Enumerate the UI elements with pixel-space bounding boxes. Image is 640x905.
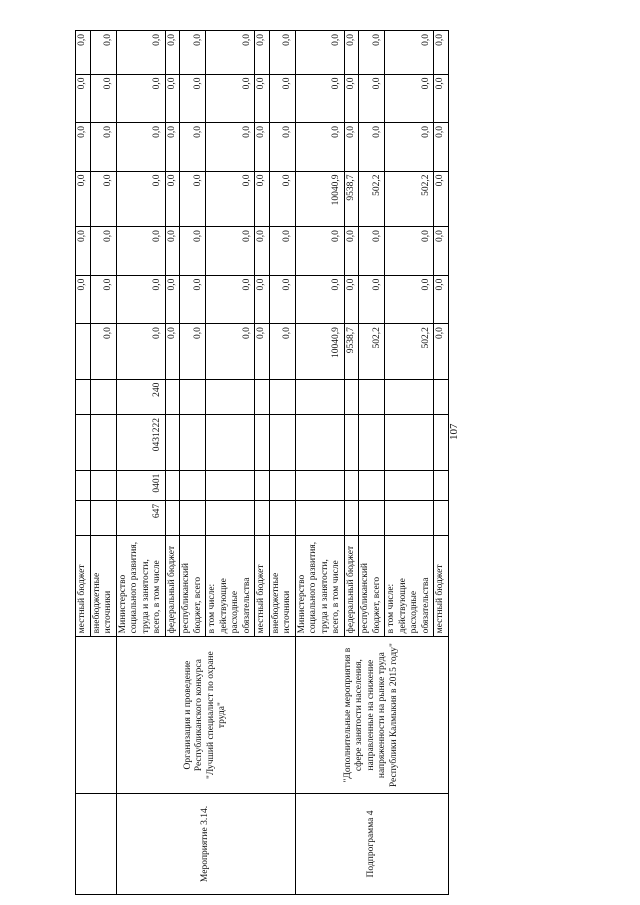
value-cell: 0,0 xyxy=(344,74,359,123)
row-label-cell: местный бюджет xyxy=(434,536,449,637)
code-cell xyxy=(295,415,344,471)
row-label-cell: в том числе: действующие расходные обязательства xyxy=(206,536,255,637)
value-cell: 0,0 xyxy=(180,275,206,324)
program-cell: Подпрограмма 4 xyxy=(295,793,448,894)
code-cell xyxy=(76,470,91,500)
value-cell: 0,0 xyxy=(76,31,91,75)
value-cell: 502,2 xyxy=(359,171,385,227)
code-cell xyxy=(180,500,206,535)
code-cell xyxy=(344,415,359,471)
value-cell: 0,0 xyxy=(359,275,385,324)
value-cell: 0,0 xyxy=(90,123,116,172)
value-cell: 0,0 xyxy=(116,171,165,227)
value-cell: 0,0 xyxy=(434,123,449,172)
value-cell: 0,0 xyxy=(385,275,434,324)
code-cell xyxy=(269,470,295,500)
code-cell xyxy=(344,500,359,535)
code-cell: 0431222 xyxy=(116,415,165,471)
value-cell: 0,0 xyxy=(116,324,165,380)
code-cell xyxy=(90,470,116,500)
value-cell: 0,0 xyxy=(255,74,270,123)
value-cell: 0,0 xyxy=(434,275,449,324)
value-cell: 0,0 xyxy=(206,324,255,380)
value-cell: 0,0 xyxy=(90,74,116,123)
value-cell: 0,0 xyxy=(165,171,180,227)
value-cell: 0,0 xyxy=(165,324,180,380)
row-label-cell: внебюджетные источники xyxy=(90,536,116,637)
value-cell: 0,0 xyxy=(165,275,180,324)
value-cell: 0,0 xyxy=(344,123,359,172)
value-cell: 9538,7 xyxy=(344,324,359,380)
value-cell: 0,0 xyxy=(180,74,206,123)
code-cell xyxy=(165,470,180,500)
program-cell: Мероприятие 3.14. xyxy=(116,793,295,894)
row-label-cell: Министерство социального развития, труда и занятости, всего, в том числе xyxy=(295,536,344,637)
code-cell xyxy=(255,470,270,500)
code-cell xyxy=(165,500,180,535)
value-cell: 0,0 xyxy=(180,324,206,380)
code-cell xyxy=(269,415,295,471)
value-cell: 0,0 xyxy=(76,123,91,172)
value-cell: 0,0 xyxy=(116,123,165,172)
value-cell: 0,0 xyxy=(434,324,449,380)
code-cell xyxy=(434,500,449,535)
value-cell: 0,0 xyxy=(255,227,270,276)
code-cell xyxy=(76,500,91,535)
code-cell xyxy=(165,415,180,471)
code-cell xyxy=(180,415,206,471)
row-label-cell: республиканский бюджет, всего xyxy=(180,536,206,637)
value-cell: 0,0 xyxy=(269,123,295,172)
value-cell: 0,0 xyxy=(269,324,295,380)
code-cell: 240 xyxy=(116,379,165,414)
value-cell: 0,0 xyxy=(434,227,449,276)
code-cell xyxy=(206,379,255,414)
value-cell: 0,0 xyxy=(359,31,385,75)
rotated-page xyxy=(75,30,555,895)
value-cell: 0,0 xyxy=(76,171,91,227)
value-cell: 0,0 xyxy=(180,31,206,75)
code-cell xyxy=(295,470,344,500)
code-cell xyxy=(385,415,434,471)
value-cell: 502,2 xyxy=(385,171,434,227)
value-cell: 0,0 xyxy=(180,227,206,276)
title-cell: "Дополнительные мероприятия в сфере занятости населения, направленные на снижение напряженности на рынке труда Республики Калмыкия в 2015 году" xyxy=(295,637,448,794)
value-cell: 0,0 xyxy=(359,123,385,172)
budget-table xyxy=(75,30,449,895)
value-cell: 0,0 xyxy=(76,275,91,324)
value-cell: 0,0 xyxy=(116,227,165,276)
value-cell: 0,0 xyxy=(295,31,344,75)
value-cell: 0,0 xyxy=(295,123,344,172)
code-cell xyxy=(434,379,449,414)
value-cell: 0,0 xyxy=(269,171,295,227)
code-cell xyxy=(76,415,91,471)
code-cell xyxy=(269,500,295,535)
value-cell: 0,0 xyxy=(206,74,255,123)
value-cell: 0,0 xyxy=(344,275,359,324)
code-cell xyxy=(385,470,434,500)
value-cell: 0,0 xyxy=(359,227,385,276)
value-cell: 10040,9 xyxy=(295,324,344,380)
title-cell xyxy=(76,637,117,794)
value-cell: 0,0 xyxy=(90,171,116,227)
value-cell: 0,0 xyxy=(295,227,344,276)
code-cell xyxy=(255,415,270,471)
value-cell: 0,0 xyxy=(295,74,344,123)
row-label-cell: местный бюджет xyxy=(76,536,91,637)
value-cell: 0,0 xyxy=(165,74,180,123)
value-cell: 0,0 xyxy=(385,74,434,123)
row-label-cell: федеральный бюджет xyxy=(344,536,359,637)
code-cell xyxy=(255,500,270,535)
code-cell xyxy=(434,470,449,500)
value-cell: 0,0 xyxy=(90,31,116,75)
code-cell xyxy=(385,379,434,414)
row-label-cell: федеральный бюджет xyxy=(165,536,180,637)
value-cell: 0,0 xyxy=(206,171,255,227)
value-cell: 0,0 xyxy=(255,275,270,324)
value-cell: 0,0 xyxy=(344,227,359,276)
value-cell: 0,0 xyxy=(385,123,434,172)
value-cell xyxy=(76,324,91,380)
value-cell: 0,0 xyxy=(385,31,434,75)
table-row xyxy=(76,31,91,895)
value-cell: 0,0 xyxy=(206,275,255,324)
value-cell: 0,0 xyxy=(255,31,270,75)
value-cell: 0,0 xyxy=(295,275,344,324)
program-cell xyxy=(76,793,117,894)
code-cell xyxy=(165,379,180,414)
code-cell xyxy=(180,379,206,414)
value-cell: 0,0 xyxy=(269,227,295,276)
value-cell: 0,0 xyxy=(255,171,270,227)
value-cell: 0,0 xyxy=(90,275,116,324)
value-cell: 0,0 xyxy=(269,275,295,324)
value-cell: 0,0 xyxy=(206,227,255,276)
table-row xyxy=(116,31,165,895)
code-cell xyxy=(344,379,359,414)
code-cell xyxy=(255,379,270,414)
value-cell: 0,0 xyxy=(76,74,91,123)
code-cell xyxy=(295,500,344,535)
value-cell: 0,0 xyxy=(180,171,206,227)
value-cell: 0,0 xyxy=(255,123,270,172)
value-cell: 9538,7 xyxy=(344,171,359,227)
code-cell xyxy=(206,500,255,535)
code-cell xyxy=(344,470,359,500)
value-cell: 0,0 xyxy=(206,123,255,172)
code-cell xyxy=(76,379,91,414)
row-label-cell: в том числе: действующие расходные обязательства xyxy=(385,536,434,637)
code-cell xyxy=(90,379,116,414)
value-cell: 0,0 xyxy=(434,171,449,227)
value-cell: 0,0 xyxy=(90,227,116,276)
value-cell: 0,0 xyxy=(359,74,385,123)
code-cell: 0401 xyxy=(116,470,165,500)
code-cell xyxy=(206,470,255,500)
value-cell: 0,0 xyxy=(255,324,270,380)
value-cell: 0,0 xyxy=(165,123,180,172)
value-cell: 0,0 xyxy=(434,74,449,123)
table-body xyxy=(76,31,449,895)
row-label-cell: республиканский бюджет, всего xyxy=(359,536,385,637)
value-cell: 10040,9 xyxy=(295,171,344,227)
value-cell: 0,0 xyxy=(269,31,295,75)
title-cell: Организация и проведение Республиканского конкурса "Лучший специалист по охране труда" xyxy=(116,637,295,794)
code-cell xyxy=(90,500,116,535)
row-label-cell: Министерство социального развития, труда и занятости, всего, в том числе xyxy=(116,536,165,637)
value-cell: 0,0 xyxy=(344,31,359,75)
code-cell xyxy=(385,500,434,535)
code-cell: 647 xyxy=(116,500,165,535)
value-cell: 0,0 xyxy=(385,227,434,276)
value-cell: 0,0 xyxy=(116,31,165,75)
value-cell: 0,0 xyxy=(165,227,180,276)
value-cell: 0,0 xyxy=(269,74,295,123)
code-cell xyxy=(295,379,344,414)
code-cell xyxy=(359,470,385,500)
value-cell: 0,0 xyxy=(90,324,116,380)
code-cell xyxy=(359,415,385,471)
row-label-cell: местный бюджет xyxy=(255,536,270,637)
code-cell xyxy=(359,500,385,535)
code-cell xyxy=(359,379,385,414)
value-cell: 0,0 xyxy=(180,123,206,172)
value-cell: 0,0 xyxy=(116,74,165,123)
row-label-cell: внебюджетные источники xyxy=(269,536,295,637)
page-number: 107 xyxy=(448,423,460,440)
value-cell: 0,0 xyxy=(434,31,449,75)
code-cell xyxy=(180,470,206,500)
code-cell xyxy=(434,415,449,471)
value-cell: 502,2 xyxy=(359,324,385,380)
value-cell: 502,2 xyxy=(385,324,434,380)
code-cell xyxy=(90,415,116,471)
value-cell: 0,0 xyxy=(165,31,180,75)
code-cell xyxy=(269,379,295,414)
value-cell: 0,0 xyxy=(116,275,165,324)
value-cell: 0,0 xyxy=(76,227,91,276)
table-row xyxy=(295,31,344,895)
code-cell xyxy=(206,415,255,471)
value-cell: 0,0 xyxy=(206,31,255,75)
